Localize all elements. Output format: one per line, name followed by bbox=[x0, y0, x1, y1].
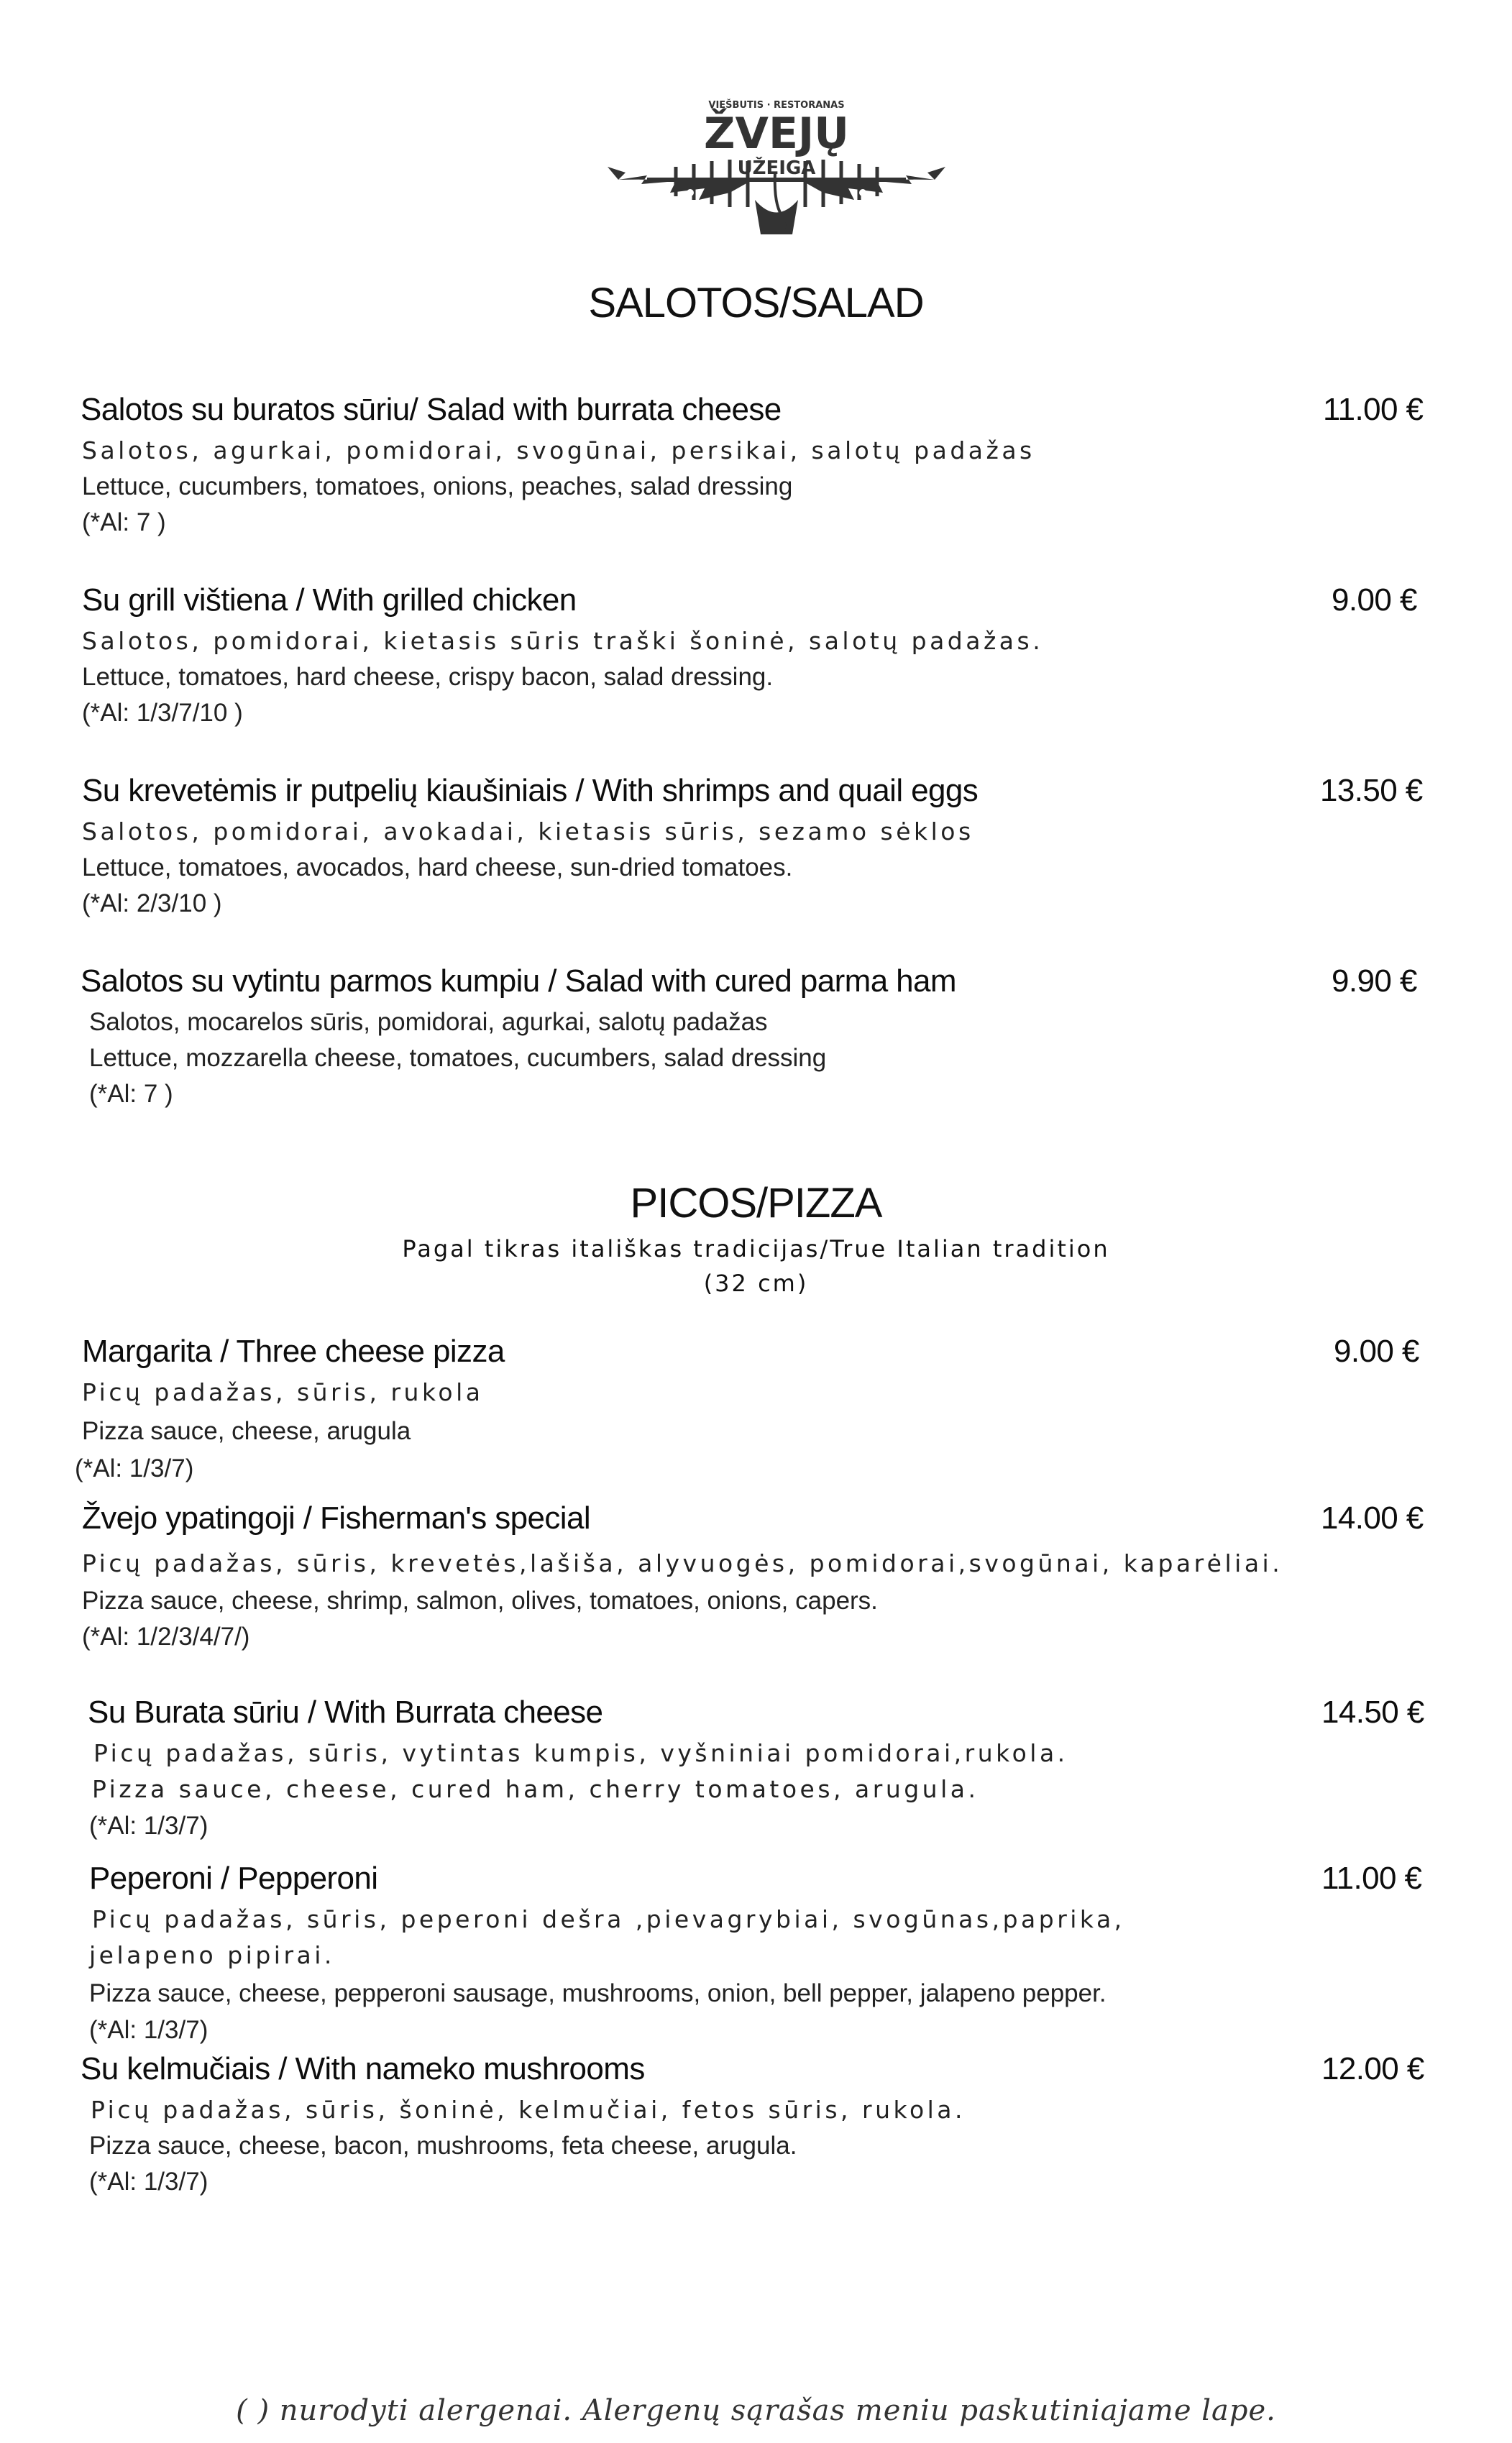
item-description-en: Lettuce, mozzarella cheese, tomatoes, cucumbers, salad dressing bbox=[89, 1044, 827, 1072]
item-allergens: (*Al: 1/2/3/4/7/) bbox=[82, 1623, 250, 1651]
item-description-en: Pizza sauce, cheese, arugula bbox=[82, 1417, 411, 1445]
item-price: 12.00 € bbox=[1321, 2051, 1424, 2086]
item-description-en: Pizza sauce, cheese, cured ham, cherry tomatoes, arugula. bbox=[92, 1775, 979, 1803]
allergen-footnote: ( ) nurodyti alergenai. Alergenų sąrašas meniu paskutiniajame lape. bbox=[236, 2394, 1276, 2427]
item-name: Salotos su buratos sūriu/ Salad with burrata cheese bbox=[81, 392, 782, 427]
item-description-lt: Picų padažas, sūris, peperoni dešra ,pievagrybiai, svogūnas,paprika, bbox=[92, 1905, 1125, 1933]
item-description-lt-continued: jelapeno pipirai. bbox=[89, 1941, 335, 1969]
item-price: 9.90 € bbox=[1332, 963, 1417, 999]
item-name: Salotos su vytintu parmos kumpiu / Salad with cured parma ham bbox=[81, 963, 956, 999]
item-allergens: (*Al: 1/3/7/10 ) bbox=[82, 699, 243, 727]
item-allergens: (*Al: 2/3/10 ) bbox=[82, 889, 222, 917]
item-price: 9.00 € bbox=[1332, 582, 1417, 618]
item-description-lt: Picų padažas, sūris, rukola bbox=[82, 1378, 484, 1406]
item-description-en: Lettuce, tomatoes, avocados, hard cheese, sun-dried tomatoes. bbox=[82, 853, 793, 881]
item-allergens: (*Al: 1/3/7) bbox=[89, 1812, 209, 1840]
pizza-section-title: PICOS/PIZZA bbox=[630, 1180, 882, 1227]
item-name: Su kelmučiais / With nameko mushrooms bbox=[81, 2051, 645, 2086]
item-name: Žvejo ypatingoji / Fisherman's special bbox=[82, 1500, 591, 1536]
item-price: 14.00 € bbox=[1321, 1500, 1424, 1536]
item-description-en: Pizza sauce, cheese, shrimp, salmon, olives, tomatoes, onions, capers. bbox=[82, 1587, 878, 1615]
restaurant-logo bbox=[604, 92, 949, 236]
item-price: 14.50 € bbox=[1321, 1695, 1424, 1730]
item-description-lt: Salotos, pomidorai, avokadai, kietasis sūris, sezamo sėklos bbox=[82, 817, 974, 845]
item-allergens: (*Al: 7 ) bbox=[89, 1080, 173, 1108]
item-description-en: Pizza sauce, cheese, bacon, mushrooms, feta cheese, arugula. bbox=[89, 2132, 797, 2160]
item-description-lt: Picų padažas, sūris, krevetės,lašiša, alyvuogės, pomidorai,svogūnai, kaparėliai. bbox=[82, 1549, 1283, 1577]
item-price: 13.50 € bbox=[1320, 773, 1423, 808]
logo-name-top: ŽVEJŲ bbox=[704, 109, 849, 159]
item-description-lt: Picų padažas, sūris, šoninė, kelmučiai, fetos sūris, rukola. bbox=[91, 2096, 966, 2124]
item-description-lt: Salotos, mocarelos sūris, pomidorai, agurkai, salotų padažas bbox=[89, 1008, 768, 1036]
item-description-en: Lettuce, cucumbers, tomatoes, onions, peaches, salad dressing bbox=[82, 472, 793, 500]
item-allergens: (*Al: 1/3/7) bbox=[89, 2168, 209, 2196]
item-allergens: (*Al: 7 ) bbox=[82, 508, 166, 536]
item-allergens: (*Al: 1/3/7) bbox=[89, 2016, 209, 2044]
item-name: Su krevetėmis ir putpelių kiaušiniais / With shrimps and quail eggs bbox=[82, 773, 979, 808]
item-allergens: (*Al: 1/3/7) bbox=[75, 1454, 194, 1482]
salad-section-title: SALOTOS/SALAD bbox=[588, 280, 924, 326]
item-description-lt: Picų padažas, sūris, vytintas kumpis, vyšniniai pomidorai,rukola. bbox=[93, 1739, 1068, 1767]
pizza-subtitle: Pagal tikras itališkas tradicijas/True Italian tradition bbox=[402, 1235, 1110, 1262]
pizza-size: (32 cm) bbox=[703, 1270, 809, 1297]
item-name: Su grill vištiena / With grilled chicken bbox=[82, 582, 577, 618]
item-description-en: Pizza sauce, cheese, pepperoni sausage, mushrooms, onion, bell pepper, jalapeno pepper. bbox=[89, 1979, 1106, 2007]
item-description-en: Lettuce, tomatoes, hard cheese, crispy bacon, salad dressing. bbox=[82, 663, 774, 691]
item-name: Su Burata sūriu / With Burrata cheese bbox=[88, 1695, 603, 1730]
logo-name-bottom: UŽEIGA bbox=[737, 157, 816, 179]
item-name: Margarita / Three cheese pizza bbox=[82, 1334, 505, 1369]
item-description-lt: Salotos, pomidorai, kietasis sūris traški šoninė, salotų padažas. bbox=[82, 627, 1044, 655]
item-name: Peperoni / Pepperoni bbox=[89, 1861, 378, 1896]
logo-tagline: VIEŠBUTIS · RESTORANAS bbox=[708, 100, 845, 111]
item-price: 11.00 € bbox=[1323, 392, 1424, 427]
item-price: 11.00 € bbox=[1321, 1861, 1422, 1896]
item-description-lt: Salotos, agurkai, pomidorai, svogūnai, persikai, salotų padažas bbox=[82, 436, 1035, 464]
item-price: 9.00 € bbox=[1334, 1334, 1419, 1369]
